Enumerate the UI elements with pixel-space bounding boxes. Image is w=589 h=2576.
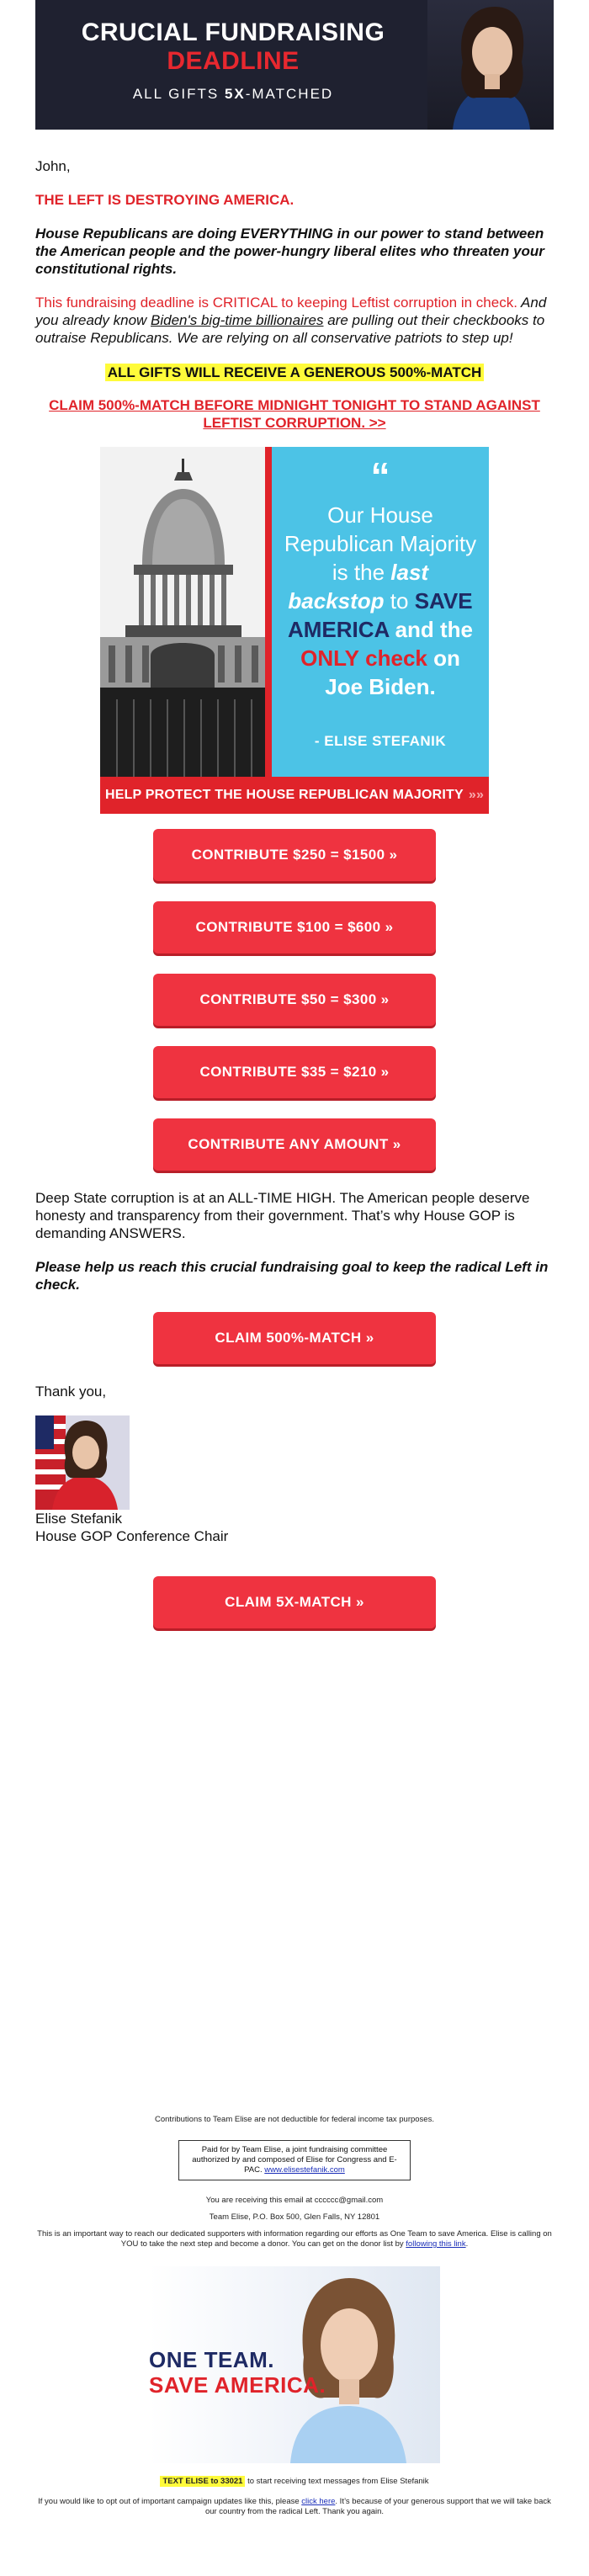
quote-mark-icon: “: [370, 454, 390, 498]
quote-signature: - ELISE STEFANIK: [314, 733, 447, 749]
donor-note: This is an important way to reach our dedicated supporters with information regarding our efforts as One Team to save America. Elise is calling on YOU to take the next step and become a donor. You can get on the donor list by following this link.: [37, 2229, 552, 2249]
quote-text: Our House Republican Majority is the last backstop to SAVE AMERICA and the ONLY check on Joe Biden.: [284, 502, 477, 699]
capitol-image: [100, 447, 265, 777]
paid-for-box: Paid for by Team Elise, a joint fundraising committee authorized by and composed of Elise for Congress and E-PAC. www.elisestefanik.com: [178, 2140, 411, 2180]
thank-you: Thank you,: [35, 1384, 107, 1400]
opt-out-note: If you would like to opt out of important campaign updates like this, please click here. It’s because of your generous support that we will take back our country from the radical Left. Thank you again.: [38, 2497, 551, 2516]
tax-disclaimer: Contributions to Team Elise are not deductible for federal income tax purposes.: [155, 2115, 434, 2124]
intro-paragraph: House Republicans are doing EVERYTHING in our power to stand between the American people and the power-hungry liberal elites who threaten your constitutional rights.: [35, 226, 544, 277]
donor-list-link[interactable]: following this link: [406, 2239, 466, 2249]
receiving-email-note: You are receiving this email at cccccc@gmail.com: [205, 2196, 384, 2205]
claim-500-match-button[interactable]: CLAIM 500%-MATCH »: [153, 1312, 436, 1364]
divider-bar: [265, 447, 272, 777]
one-team-line2: SAVE AMERICA.: [149, 2372, 326, 2398]
help-protect-bar[interactable]: HELP PROTECT THE HOUSE REPUBLICAN MAJORITY »»: [100, 777, 489, 814]
header-banner: [35, 0, 554, 130]
signature-title: House GOP Conference Chair: [35, 1528, 229, 1544]
opt-out-link[interactable]: click here: [301, 2497, 336, 2506]
website-link[interactable]: www.elisestefanik.com: [264, 2165, 345, 2175]
quote-panel: [272, 447, 489, 777]
banner-title: CRUCIAL FUNDRAISING: [81, 19, 385, 46]
critical-paragraph: This fundraising deadline is CRITICAL to keeping Leftist corruption in check. And you already know Biden's big-time billionaires are pulling out their checkbooks to outraise Republicans. We are relying on all conservative patriots to step up!: [35, 295, 547, 346]
claim-5x-match-button[interactable]: CLAIM 5X-MATCH »: [153, 1576, 436, 1628]
headline: THE LEFT IS DESTROYING AMERICA.: [35, 192, 294, 208]
corruption-paragraph: Deep State corruption is at an ALL-TIME HIGH. The American people deserve honesty and transparency from their government. That’s why House GOP is demanding ANSWERS.: [35, 1190, 530, 1241]
greeting: John,: [35, 158, 71, 174]
text-signup: TEXT ELISE to 33021 to start receiving text messages from Elise Stefanik: [35, 2477, 554, 2487]
signature-name: Elise Stefanik: [35, 1511, 122, 1527]
text-keyword-highlight: TEXT ELISE to 33021: [160, 2476, 245, 2487]
double-chevron-icon: »»: [468, 788, 485, 802]
one-team-banner: [149, 2266, 440, 2463]
mailing-address: Team Elise, P.O. Box 500, Glen Falls, NY 12801: [209, 2212, 380, 2222]
billionaires-link[interactable]: Biden's big-time billionaires: [151, 312, 324, 328]
contribute-any-button[interactable]: CONTRIBUTE ANY AMOUNT »: [153, 1118, 436, 1171]
claim-match-link[interactable]: CLAIM 500%-MATCH BEFORE MIDNIGHT TONIGHT TO STAND AGAINST LEFTIST CORRUPTION. >>: [49, 397, 540, 431]
match-highlight: ALL GIFTS WILL RECEIVE A GENEROUS 500%-MATCH: [105, 364, 485, 381]
contribute-50-button[interactable]: CONTRIBUTE $50 = $300 »: [153, 974, 436, 1026]
goal-paragraph: Please help us reach this crucial fundraising goal to keep the radical Left in check.: [35, 1259, 549, 1293]
banner-deadline: DEADLINE: [167, 47, 300, 75]
signature-photo: [35, 1415, 130, 1510]
contribute-100-button[interactable]: CONTRIBUTE $100 = $600 »: [153, 901, 436, 953]
one-team-line1: ONE TEAM.: [149, 2347, 274, 2372]
quote-card[interactable]: [100, 447, 489, 814]
contribute-35-button[interactable]: CONTRIBUTE $35 = $210 »: [153, 1046, 436, 1098]
portrait-photo: [427, 0, 554, 130]
banner-subtitle: ALL GIFTS 5X-MATCHED: [132, 86, 334, 102]
contribute-250-button[interactable]: CONTRIBUTE $250 = $1500 »: [153, 829, 436, 881]
